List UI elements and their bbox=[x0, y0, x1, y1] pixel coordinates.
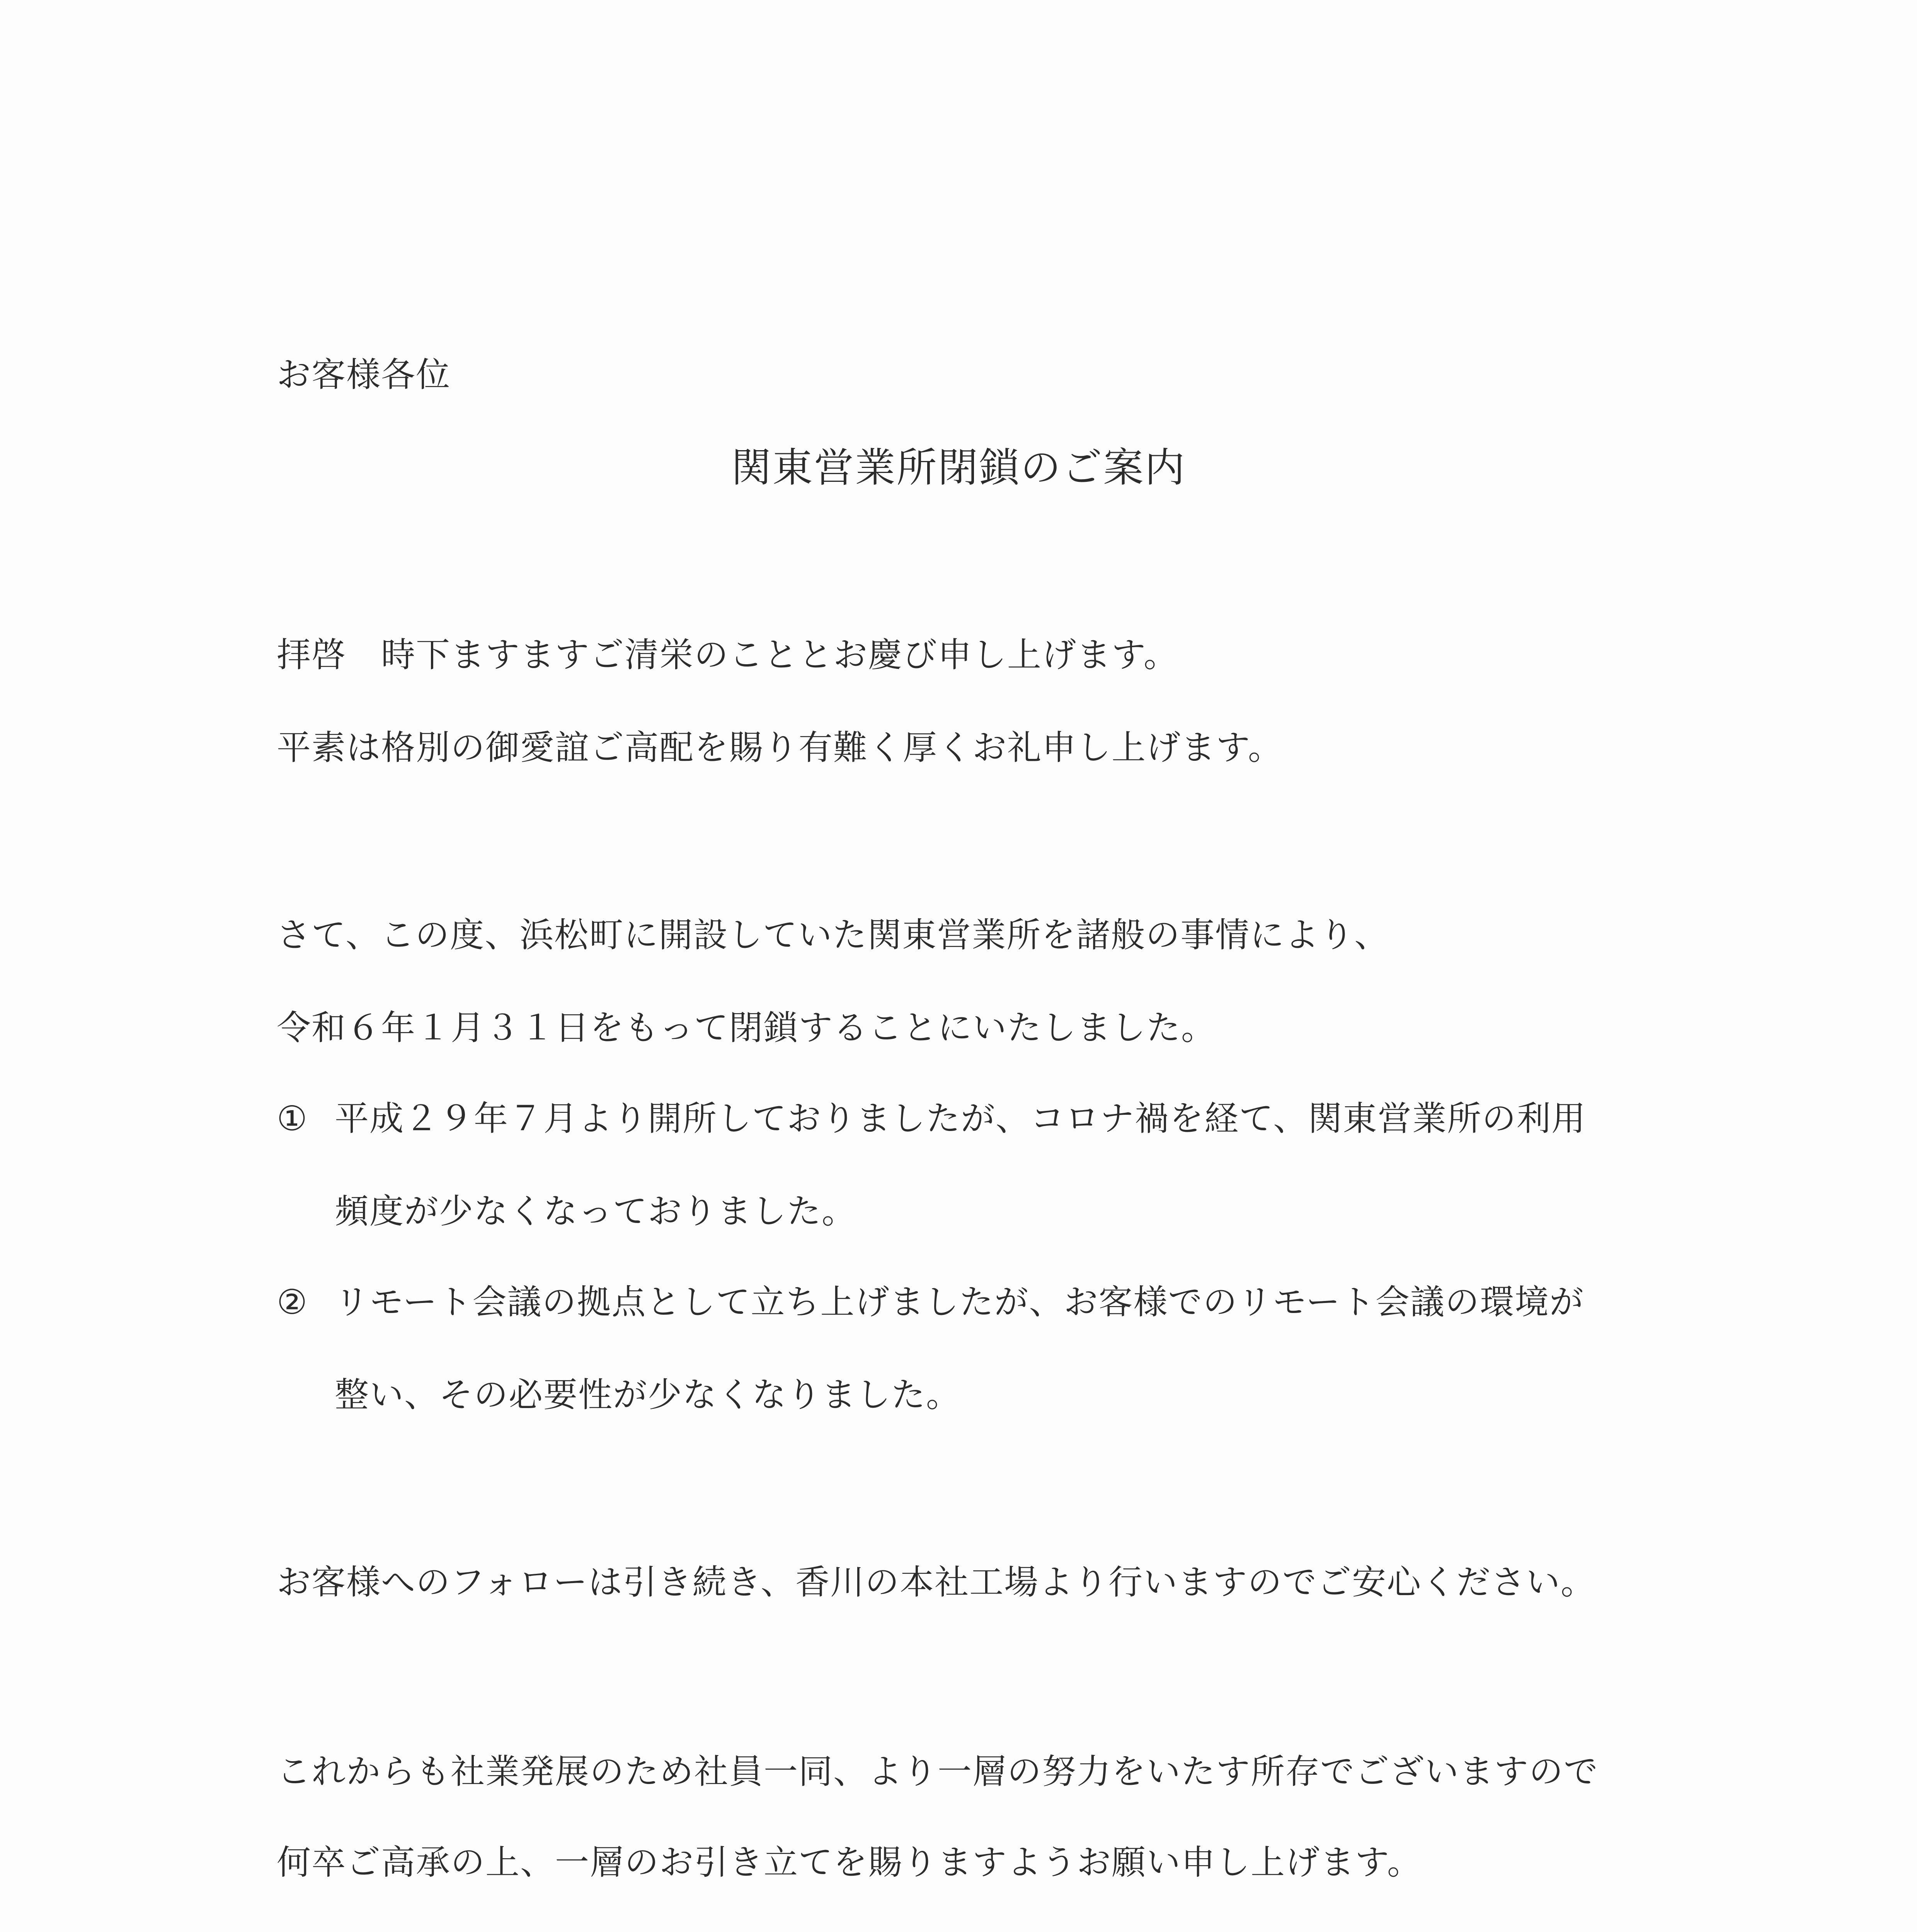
reason-2-line-1: リモート会議の拠点として立ち上げましたが、お客様でのリモート会議の環境が bbox=[335, 1282, 1584, 1322]
reason-1-line-1: 平成２９年７月より開所しておりましたが、コロナ禍を経て、関東営業所の利用 bbox=[335, 1099, 1587, 1138]
reason-1 bbox=[277, 1097, 1586, 1140]
reason-2-line-2: 整い、その必要性が少なくなりました。 bbox=[335, 1375, 961, 1415]
closing-line-1: これからも社業発展のため社員一同、より一層の努力をいたす所存でございますので bbox=[277, 1752, 1599, 1791]
reason-2 bbox=[277, 1281, 1584, 1323]
follow-up-line: お客様へのフォローは引き続き、香川の本社工場より行いますのでご安心ください。 bbox=[277, 1562, 1596, 1602]
recipient: お客様各位 bbox=[277, 355, 451, 395]
reason-2-marker: ② bbox=[277, 1282, 308, 1322]
reason-1-line-2: 頻度が少なくなっておりました。 bbox=[335, 1191, 857, 1231]
body-line-1: さて、この度、浜松町に開設していた関東営業所を諸般の事情により、 bbox=[277, 915, 1389, 955]
reason-1-marker: ① bbox=[277, 1099, 308, 1138]
body-line-2: 令和６年１月３１日をもって閉鎖することにいたしました。 bbox=[277, 1008, 1216, 1048]
greeting-line-1: 拝啓 時下ますますご清栄のこととお慶び申し上げます。 bbox=[277, 635, 1178, 675]
greeting-line-2: 平素は格別の御愛誼ご高配を賜り有難く厚くお礼申し上げます。 bbox=[277, 728, 1283, 767]
closing-line-2: 何卒ご高承の上、一層のお引き立てを賜りますようお願い申し上げます。 bbox=[277, 1842, 1422, 1882]
letter-title: 関東営業所閉鎖のご案内 bbox=[731, 444, 1186, 491]
